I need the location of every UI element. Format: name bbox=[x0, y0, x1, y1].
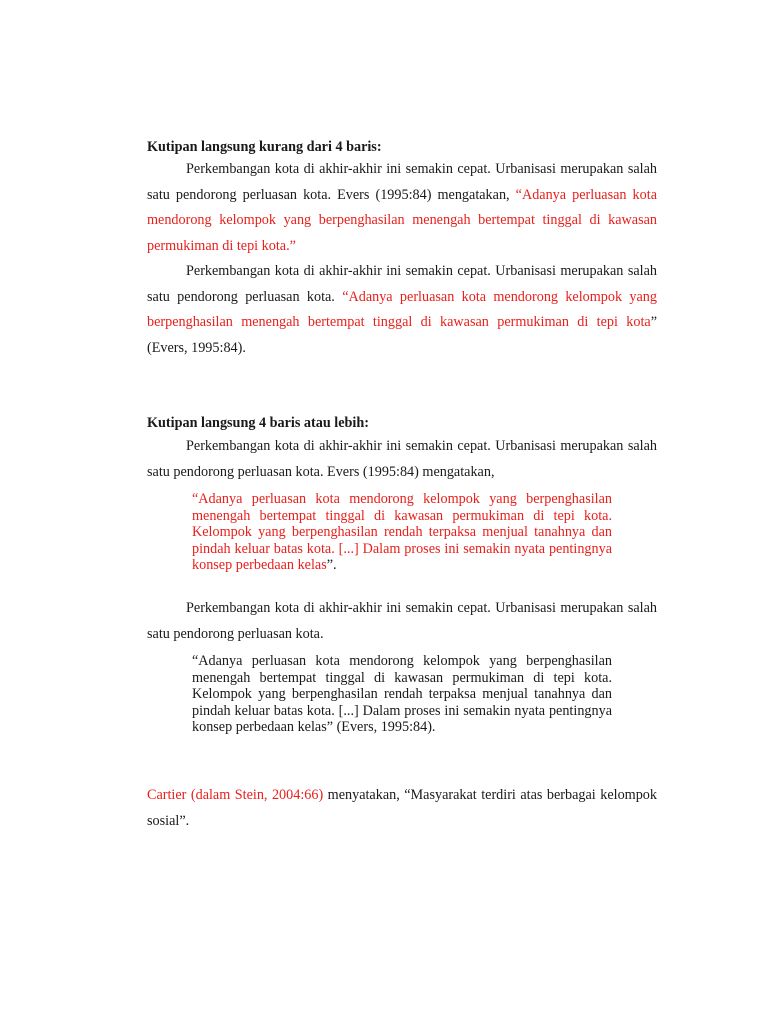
section2-heading: Kutipan langsung 4 baris atau lebih: bbox=[147, 415, 369, 431]
block-quote-black: “Adanya perluasan kota mendorong kelompok yang berpenghasilan menengah bertempat tinggal di kawasan permukiman di tepi kota. Kelompok yang berpenghasilan rendah terpaksa menjual tanahnya dan pindah keluar batas kota. [...] Dalam proses ini semakin nyata pentingnya konsep perbedaan kelas” (Evers, 1995:84). bbox=[192, 653, 612, 736]
source-reference: Cartier (dalam Stein, 2004:66) bbox=[147, 787, 324, 803]
section1-paragraph-1 bbox=[147, 157, 657, 259]
section2-paragraph-1 bbox=[147, 434, 657, 485]
section1-body bbox=[147, 157, 657, 361]
paragraph-text: Perkembangan kota di akhir-akhir ini semakin cepat. Urbanisasi merupakan salah satu pendorong perluasan kota. bbox=[147, 263, 657, 305]
paragraph-text: Perkembangan kota di akhir-akhir ini semakin cepat. Urbanisasi merupakan salah satu pendorong perluasan kota. Evers (1995:84) mengatakan, bbox=[147, 161, 657, 203]
block-quote-end: ”. bbox=[326, 557, 337, 574]
inline-quote: “Adanya perluasan kota mendorong kelompok yang berpenghasilan menengah bertempat tinggal di kawasan permukiman di tepi kota bbox=[147, 288, 657, 330]
paragraph-text: Perkembangan kota di akhir-akhir ini semakin cepat. Urbanisasi merupakan salah satu pendorong perluasan kota. bbox=[147, 600, 657, 642]
quote-text: menyatakan, “Masyarakat terdiri atas berbagai kelompok sosial”. bbox=[147, 787, 657, 829]
section1-paragraph-2 bbox=[147, 259, 657, 361]
citation: ” (Evers, 1995:84). bbox=[147, 314, 657, 356]
section1-heading: Kutipan langsung kurang dari 4 baris: bbox=[147, 139, 382, 155]
block-quote-text: “Adanya perluasan kota mendorong kelompok yang berpenghasilan menengah bertempat tinggal di kawasan permukiman di tepi kota. Kelompok yang berpenghasilan rendah terpaksa menjual tanahnya dan pindah keluar batas kota. [...] Dalam proses ini semakin nyata pentingnya konsep perbedaan kelas bbox=[192, 491, 612, 574]
paragraph-text: Perkembangan kota di akhir-akhir ini semakin cepat. Urbanisasi merupakan salah satu pendorong perluasan kota. Evers (1995:84) mengatakan, bbox=[147, 438, 657, 480]
block-quote-red bbox=[192, 491, 612, 574]
paragraph-text bbox=[147, 783, 657, 834]
section2-paragraph-2 bbox=[147, 596, 657, 647]
section3-paragraph bbox=[147, 783, 657, 834]
inline-quote: “Adanya perluasan kota mendorong kelompok yang berpenghasilan menengah bertempat tinggal di kawasan permukiman di tepi kota.” bbox=[147, 186, 657, 254]
